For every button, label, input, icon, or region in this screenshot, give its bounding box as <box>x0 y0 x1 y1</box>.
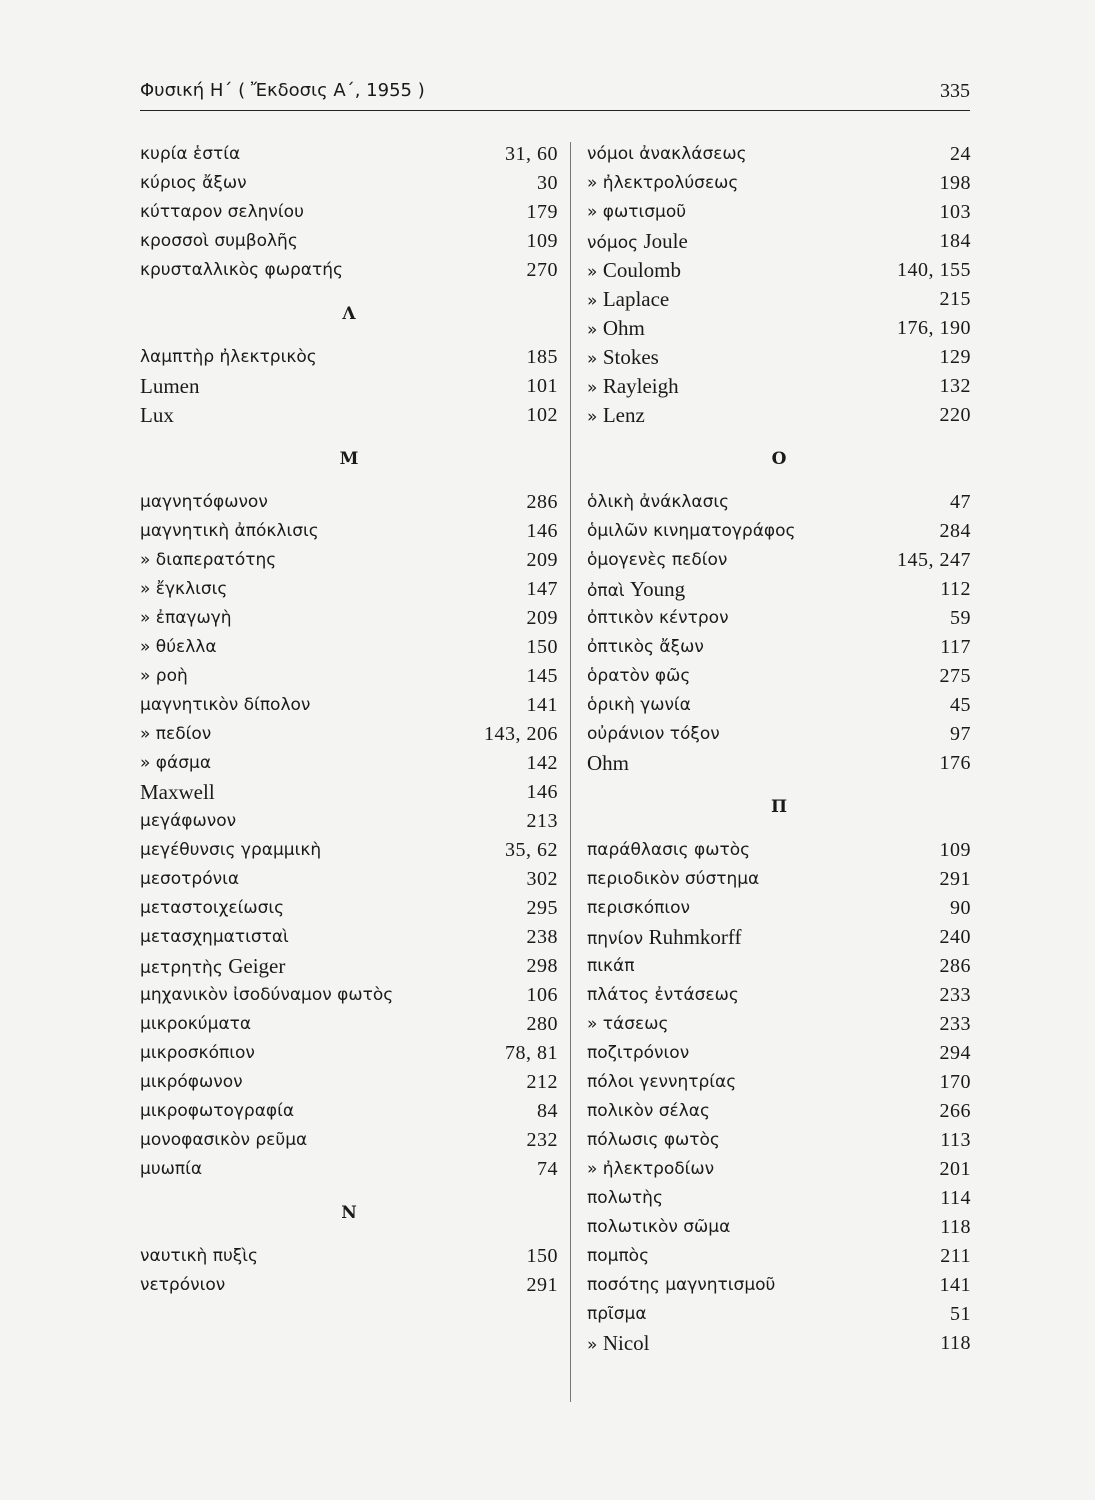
index-pages: 295 <box>526 897 558 919</box>
latin-term: Joule <box>643 229 688 253</box>
index-entry <box>587 285 971 314</box>
latin-term: Geiger <box>228 954 286 978</box>
index-pages: 275 <box>939 665 971 687</box>
index-entry <box>140 1271 558 1300</box>
index-entry <box>587 343 971 372</box>
index-pages: 141 <box>526 694 558 716</box>
index-pages: 176, 190 <box>897 317 971 339</box>
latin-term: Nicol <box>602 1331 650 1355</box>
index-group-m <box>140 488 558 1184</box>
index-entry <box>140 981 558 1010</box>
latin-term: Rayleigh <box>602 374 679 398</box>
index-entry <box>140 546 558 575</box>
index-pages: 35, 62 <box>505 839 558 861</box>
index-pages: 212 <box>526 1071 558 1093</box>
index-term: πόλοι γεννητρίας <box>587 1072 737 1092</box>
index-entry <box>587 401 971 430</box>
index-term: μαγνητικὸν δίπολον <box>140 695 311 715</box>
page-header <box>140 80 970 111</box>
index-term: » Nicol <box>587 1331 650 1355</box>
index-term: » τάσεως <box>587 1014 669 1034</box>
index-term: νόμος Joule <box>587 229 688 253</box>
index-term <box>140 401 174 432</box>
index-pages: 140, 155 <box>897 259 971 281</box>
index-term: νετρόνιον <box>140 1275 226 1295</box>
index-entry <box>140 894 558 923</box>
index-pages: 132 <box>939 375 971 397</box>
index-term: μεγέθυνσις γραμμικὴ <box>140 840 322 860</box>
index-term: ὀπτικὸς ἄξων <box>587 637 704 657</box>
index-entry <box>140 807 558 836</box>
index-term: ὁμιλῶν κινηματογράφος <box>587 521 796 541</box>
index-entry <box>587 749 971 778</box>
index-entry <box>140 1242 558 1271</box>
index-entry <box>587 1329 971 1358</box>
index-term: κυρία ἑστία <box>140 144 241 164</box>
index-term: μηχανικὸν ἰσοδύναμον φωτὸς <box>140 985 394 1005</box>
index-pages: 284 <box>939 520 971 542</box>
index-term: » Lenz <box>587 403 645 427</box>
index-pages: 24 <box>950 143 971 165</box>
index-term: περισκόπιον <box>587 898 691 918</box>
index-term: » Ohm <box>587 316 645 340</box>
index-entry <box>587 140 971 169</box>
index-pages: 117 <box>940 636 971 658</box>
index-term: » φάσμα <box>140 753 212 773</box>
index-entry <box>587 923 971 952</box>
index-column-right <box>587 140 971 1358</box>
index-group-p <box>587 836 971 1358</box>
index-pages: 118 <box>940 1332 971 1354</box>
index-entry <box>140 488 558 517</box>
index-term: » ἠλεκτρολύσεως <box>587 173 739 193</box>
index-pages: 291 <box>526 1274 558 1296</box>
page-number: 335 <box>940 80 970 102</box>
index-pages: 47 <box>950 491 971 513</box>
index-term: ὀπαὶ Young <box>587 577 686 601</box>
index-term: μυωπία <box>140 1159 203 1179</box>
latin-term: Ohm <box>587 751 629 775</box>
index-entry <box>587 1213 971 1242</box>
index-term: κύριος ἄξων <box>140 173 247 193</box>
index-pages: 286 <box>939 955 971 977</box>
latin-term: Coulomb <box>602 258 681 282</box>
index-term: » πεδίον <box>140 724 212 744</box>
index-pages: 45 <box>950 694 971 716</box>
index-pages: 233 <box>939 1013 971 1035</box>
index-entry <box>587 575 971 604</box>
index-group-k <box>140 140 558 285</box>
index-group-l <box>140 343 558 430</box>
latin-term: Ruhmkorff <box>648 925 742 949</box>
index-pages: 198 <box>939 172 971 194</box>
index-entry <box>587 1097 971 1126</box>
index-column-left <box>140 140 558 1300</box>
index-entry <box>587 894 971 923</box>
index-entry <box>587 372 971 401</box>
index-entry <box>587 1039 971 1068</box>
index-entry <box>587 1271 971 1300</box>
latin-term: Stokes <box>602 345 659 369</box>
index-pages: 232 <box>526 1129 558 1151</box>
index-pages: 233 <box>939 984 971 1006</box>
index-entry <box>587 314 971 343</box>
index-term: παράθλασις φωτὸς <box>587 840 751 860</box>
latin-term: Maxwell <box>140 780 215 804</box>
index-pages: 59 <box>950 607 971 629</box>
index-entry <box>140 343 558 372</box>
index-pages: 150 <box>526 1245 558 1267</box>
index-pages: 102 <box>526 404 558 426</box>
index-pages: 176 <box>939 752 971 774</box>
index-group-n <box>140 1242 558 1300</box>
letter-heading-nu: Ν <box>341 1203 357 1223</box>
index-entry <box>140 198 558 227</box>
index-term: πομπὸς <box>587 1246 650 1266</box>
index-term: περιοδικὸν σύστημα <box>587 869 760 889</box>
index-pages: 97 <box>950 723 971 745</box>
index-term: » Stokes <box>587 345 659 369</box>
index-entry <box>140 662 558 691</box>
index-entry <box>140 575 558 604</box>
index-pages: 209 <box>526 549 558 571</box>
index-entry <box>587 691 971 720</box>
column-divider <box>570 142 571 1402</box>
index-pages: 113 <box>940 1129 971 1151</box>
index-entry <box>140 372 558 401</box>
index-pages: 209 <box>526 607 558 629</box>
latin-term: Lumen <box>140 374 200 398</box>
latin-term: Lenz <box>602 403 645 427</box>
index-entry <box>140 633 558 662</box>
index-entry <box>140 836 558 865</box>
index-term: ὁλικὴ ἀνάκλασις <box>587 492 730 512</box>
index-pages: 150 <box>526 636 558 658</box>
index-term: μεσοτρόνια <box>140 869 240 889</box>
index-pages: 141 <box>939 1274 971 1296</box>
index-term: πολωτικὸν σῶμα <box>587 1217 731 1237</box>
index-term: μικρόφωνον <box>140 1072 243 1092</box>
index-term: μικροσκόπιον <box>140 1043 255 1063</box>
index-entry <box>587 836 971 865</box>
index-term: » Rayleigh <box>587 374 679 398</box>
index-pages: 270 <box>526 259 558 281</box>
index-entry <box>140 227 558 256</box>
index-entry <box>587 256 971 285</box>
index-term: οὐράνιον τόξον <box>587 724 720 744</box>
index-pages: 78, 81 <box>505 1042 558 1064</box>
index-pages: 31, 60 <box>505 143 558 165</box>
index-pages: 145, 247 <box>897 549 971 571</box>
index-term <box>140 778 215 809</box>
index-pages: 238 <box>526 926 558 948</box>
index-pages: 90 <box>950 897 971 919</box>
index-term: ὁρατὸν φῶς <box>587 666 691 686</box>
index-entry <box>587 662 971 691</box>
index-pages: 298 <box>526 955 558 977</box>
letter-heading-mu: Μ <box>339 449 359 469</box>
index-entry <box>587 981 971 1010</box>
index-term: λαμπτὴρ ἠλεκτρικὸς <box>140 347 317 367</box>
index-pages: 106 <box>526 984 558 1006</box>
index-term: ναυτικὴ πυξὶς <box>140 1246 259 1266</box>
index-group-n-cont <box>587 140 971 430</box>
index-term: μεγάφωνον <box>140 811 237 831</box>
index-term: πολωτὴς <box>587 1188 663 1208</box>
index-entry <box>140 604 558 633</box>
index-term <box>587 749 629 780</box>
index-pages: 220 <box>939 404 971 426</box>
index-term: μαγνητικὴ ἀπόκλισις <box>140 521 319 541</box>
index-pages: 147 <box>526 578 558 600</box>
index-pages: 266 <box>939 1100 971 1122</box>
index-pages: 101 <box>526 375 558 397</box>
index-term: κρυσταλλικὸς φωρατής <box>140 260 343 280</box>
index-pages: 145 <box>526 665 558 687</box>
index-term: μονοφασικὸν ρεῦμα <box>140 1130 308 1150</box>
index-pages: 201 <box>939 1158 971 1180</box>
index-term: πηνίον Ruhmkorff <box>587 925 742 949</box>
index-pages: 286 <box>526 491 558 513</box>
latin-term: Lux <box>140 403 174 427</box>
index-term: » φωτισμοῦ <box>587 202 687 222</box>
index-entry <box>587 169 971 198</box>
index-pages: 109 <box>526 230 558 252</box>
index-entry <box>140 1097 558 1126</box>
index-entry <box>587 1010 971 1039</box>
index-pages: 129 <box>939 346 971 368</box>
index-entry <box>140 720 558 749</box>
index-entry <box>587 227 971 256</box>
index-term: πλάτος ἐντάσεως <box>587 985 739 1005</box>
letter-heading-omicron: Ο <box>771 449 787 469</box>
index-pages: 215 <box>939 288 971 310</box>
index-entry <box>587 198 971 227</box>
index-entry <box>140 923 558 952</box>
index-pages: 179 <box>526 201 558 223</box>
index-entry <box>140 749 558 778</box>
index-term: » ροὴ <box>140 666 188 686</box>
latin-term: Laplace <box>602 287 670 311</box>
index-pages: 211 <box>940 1245 971 1267</box>
index-term: μικροφωτογραφία <box>140 1101 295 1121</box>
index-pages: 280 <box>526 1013 558 1035</box>
index-pages: 103 <box>939 201 971 223</box>
index-entry <box>140 169 558 198</box>
latin-term: Ohm <box>602 316 645 340</box>
index-term: ὁμογενὲς πεδίον <box>587 550 728 570</box>
index-group-o <box>587 488 971 778</box>
index-entry <box>140 778 558 807</box>
index-pages: 118 <box>940 1216 971 1238</box>
index-entry <box>587 633 971 662</box>
index-entry <box>140 517 558 546</box>
index-entry <box>587 1155 971 1184</box>
index-term: μετασχηματισταὶ <box>140 927 289 947</box>
index-term: μεταστοιχείωσις <box>140 898 285 918</box>
index-term: ποσότης μαγνητισμοῦ <box>587 1275 776 1295</box>
index-pages: 114 <box>940 1187 971 1209</box>
index-pages: 30 <box>537 172 558 194</box>
index-entry <box>587 604 971 633</box>
index-entry <box>140 1010 558 1039</box>
index-entry <box>587 1242 971 1271</box>
index-entry <box>140 865 558 894</box>
index-pages: 213 <box>526 810 558 832</box>
index-entry <box>587 1126 971 1155</box>
index-entry <box>140 1155 558 1184</box>
index-entry <box>140 401 558 430</box>
index-term: ὀπτικὸν κέντρον <box>587 608 729 628</box>
index-entry <box>587 1300 971 1329</box>
index-entry <box>587 517 971 546</box>
index-pages: 142 <box>526 752 558 774</box>
index-pages: 184 <box>939 230 971 252</box>
index-term: » ἠλεκτροδίων <box>587 1159 715 1179</box>
index-pages: 185 <box>526 346 558 368</box>
index-entry <box>587 952 971 981</box>
index-entry <box>587 488 971 517</box>
index-term: » Laplace <box>587 287 670 311</box>
index-pages: 240 <box>939 926 971 948</box>
index-pages: 302 <box>526 868 558 890</box>
index-term: ποζιτρόνιον <box>587 1043 690 1063</box>
index-term: » ἔγκλισις <box>140 579 228 599</box>
index-pages: 84 <box>537 1100 558 1122</box>
index-entry <box>140 140 558 169</box>
index-term: μικροκύματα <box>140 1014 252 1034</box>
index-pages: 143, 206 <box>484 723 558 745</box>
index-pages: 112 <box>940 578 971 600</box>
index-term: κύτταρον σεληνίου <box>140 202 304 222</box>
index-pages: 170 <box>939 1071 971 1093</box>
index-entry <box>587 1068 971 1097</box>
index-term: μαγνητόφωνον <box>140 492 268 512</box>
index-entry <box>140 952 558 981</box>
latin-term: Young <box>630 577 686 601</box>
index-pages: 146 <box>526 781 558 803</box>
index-entry <box>140 1126 558 1155</box>
index-term: πόλωσις φωτὸς <box>587 1130 720 1150</box>
running-title: Φυσική Η΄ ( Ἔκδοσις Α΄, 1955 ) <box>140 80 425 101</box>
index-term: » διαπερατότης <box>140 550 277 570</box>
index-entry <box>140 256 558 285</box>
index-term: πολικὸν σέλας <box>587 1101 710 1121</box>
index-term <box>140 372 199 403</box>
index-term: » θύελλα <box>140 637 217 657</box>
index-entry <box>587 865 971 894</box>
index-term: κροσσοὶ συμβολῆς <box>140 231 298 251</box>
letter-heading-pi: Π <box>770 797 788 817</box>
index-pages: 294 <box>939 1042 971 1064</box>
index-entry <box>587 546 971 575</box>
index-term: ὁρικὴ γωνία <box>587 695 691 715</box>
index-pages: 51 <box>950 1303 971 1325</box>
index-pages: 291 <box>939 868 971 890</box>
index-entry <box>140 1039 558 1068</box>
index-entry <box>140 691 558 720</box>
index-term: » Coulomb <box>587 258 681 282</box>
index-pages: 74 <box>537 1158 558 1180</box>
index-term: πρῖσμα <box>587 1304 647 1324</box>
index-term: μετρητὴς Geiger <box>140 954 286 978</box>
index-entry <box>587 720 971 749</box>
index-entry <box>587 1184 971 1213</box>
letter-heading-lambda: Λ <box>342 304 356 324</box>
index-entry <box>140 1068 558 1097</box>
index-term: νόμοι ἀνακλάσεως <box>587 144 747 164</box>
index-pages: 146 <box>526 520 558 542</box>
index-term: » ἐπαγωγὴ <box>140 608 232 628</box>
index-term: πικάπ <box>587 956 635 976</box>
index-pages: 109 <box>939 839 971 861</box>
